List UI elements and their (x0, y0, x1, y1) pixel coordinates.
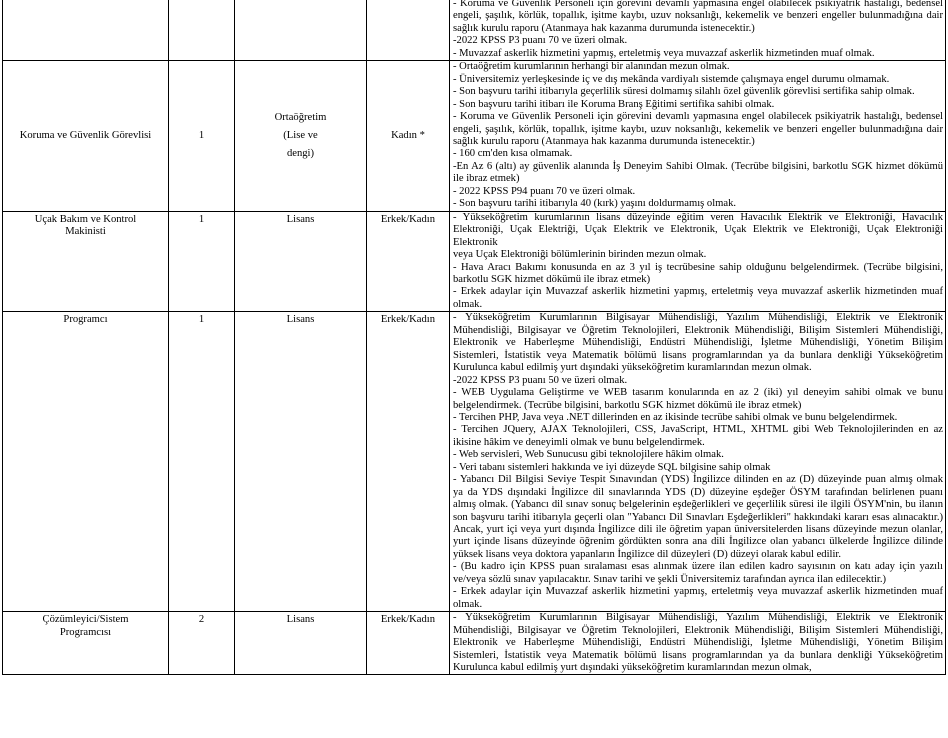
requirement-line: - Yükseköğretim Kurumlarının Bilgisayar Mühendisliği, Yazılım Mühendisliği, Elektrik ve Elektronik (453, 312, 943, 324)
position-cell (3, 612, 169, 675)
requirement-line: - Koruma ve Güvenlik Personeli için görevini devamlı yapmasına engel olabilecek psikiyatrik hastalığı, bedensel (453, 0, 943, 9)
position-cell (3, 61, 169, 211)
gender-cell (367, 312, 450, 612)
requirement-line: - WEB Uygulama Geliştirme ve WEB tasarım konularında en az 2 (iki) yıl deneyim sahibi olmak ve bunu (453, 387, 943, 399)
count-cell-text: 1 (198, 314, 205, 326)
gender-cell-text: Erkek/Kadın (380, 314, 436, 326)
requirement-line: veya Uçak Elektroniği bölümlerinin birinden mezun olmak. (453, 249, 707, 261)
position-cell-text: Programcı (63, 314, 108, 326)
position-cell-text: Uçak Bakım ve Kontrol Makinisti (34, 213, 137, 238)
count-cell (169, 0, 235, 61)
table-row (3, 0, 946, 61)
requirements-cell (450, 211, 946, 312)
count-cell-text: 1 (198, 213, 205, 225)
education-cell-text: Lisans (286, 614, 315, 626)
requirement-line: - Tercihen PHP, Java veya .NET dillerinden en az ikisinde tecrübe sahibi olmak ve bunu belgelendirmek. (453, 411, 898, 423)
requirement-line: Mühendisliği, Bilgisayar ve Öğretim Teknolojileri, Elektronik Mühendisliği, Bilişim Sistemleri Mühendisliği, (453, 324, 943, 336)
education-cell-text: Lisans (286, 314, 315, 326)
table-row (3, 211, 946, 312)
position-cell (3, 312, 169, 612)
requirement-line: barkotlu SGK hizmet dökümü ile ibraz etmek) (453, 273, 651, 285)
education-cell-text: Ortaöğretim (Lise ve dengi) (274, 111, 327, 159)
requirement-line: - 2022 KPSS P94 puanı 70 ve üzeri olmak. (453, 185, 636, 197)
requirement-line: - Son başvuru tarihi itibarı ile Koruma Branş Eğitimi sertifika sahibi olmak. (453, 98, 775, 110)
requirement-line: - Ortaöğretim kurumlarının herhangi bir alanından mezun olmak. (453, 61, 730, 73)
requirement-line: ikisine hâkim ve deneyimli olmak ve bunu belgelendirmek. (453, 436, 705, 448)
requirement-line: - Tercihen JQuery, AJAX Teknolojileri, CSS, JavaScript, HTML, XHTML gibi Web Teknolojilerinden en az (453, 424, 943, 436)
requirement-line: - Erkek adaylar için Muvazzaf askerlik hizmetini yapmış, erteletmiş veya muvazzaf askerlik hizmetinden muaf (453, 586, 943, 598)
job-requirements-table (2, 0, 946, 675)
requirement-line: - Son başvuru tarihi itibarıyla 40 (kırk) yaşını doldurmamış olmak. (453, 198, 737, 210)
requirement-line: - Erkek adaylar için Muvazzaf askerlik hizmetini yapmış, erteletmiş veya muvazzaf askerlik hizmetinden muaf (453, 286, 943, 298)
requirement-line: Ancak, yurt içi veya yurt dışında İngilizce dili ile öğretim yapan üniversitelerden lisans düzeyinde mezun olanlar, (453, 524, 943, 536)
requirement-line: Sistemleri, İstatistik veya Matematik bölümü lisans programlarından ya da bunlara denkliği Yükseköğretim (453, 649, 943, 661)
education-cell (235, 612, 367, 675)
requirement-line: - 160 cm'den kısa olmamak. (453, 148, 573, 160)
education-cell (235, 312, 367, 612)
gender-cell (367, 61, 450, 211)
requirement-line: - Muvazzaf askerlik hizmetini yapmış, erteletmiş veya muvazzaf askerlik hizmetinden muaf olmak. (453, 47, 875, 59)
table-row (3, 312, 946, 612)
count-cell (169, 612, 235, 675)
position-cell (3, 0, 169, 61)
count-cell-text: 2 (198, 614, 205, 626)
requirement-line: Elektroniği, Uçak Elektriği, Uçak Elektrik ve Elektronik, Uçak Elektrik ve Elektroniği, Uçak Elektroniği Elektronik (453, 224, 943, 248)
requirements-cell (450, 312, 946, 612)
requirement-line: - Son başvuru tarihi itibarıyla geçerlilik süresi dolmamış silahlı özel güvenlik görevlisi sertifika sahip olmak. (453, 86, 915, 98)
requirement-line: -2022 KPSS P3 puanı 50 ve üzeri olmak. (453, 374, 628, 386)
requirement-line: -2022 KPSS P3 puanı 70 ve üzeri olmak. (453, 35, 628, 47)
gender-cell (367, 612, 450, 675)
gender-cell-text: Kadın * (391, 129, 425, 141)
requirement-line: sağlık kurulu raporu (Atanmaya hak kazanma durumunda istenecektir.) (453, 135, 755, 147)
requirement-line: engeli, şaşılık, körlük, topallık, işitme kaybı, uzuv noksanlığı, kekemelik ve benzeri engeller bulunmadığına dair (453, 10, 943, 22)
requirement-line: - Web servisleri, Web Sunucusu gibi teknolojilere hâkim olmak. (453, 449, 724, 461)
requirement-line: Kurulunca kabul edilmiş yurt dışındaki yükseköğretim kuramlarından mezun olmak. (453, 362, 812, 374)
requirement-line: yurt içinde lisans düzeyinde öğrenim gördükten sonra ana dili İngilizce olan yabancı ülkelerde İngilizce dilinde (453, 536, 943, 548)
requirement-line: - Yükseköğretim Kurumlarının Bilgisayar Mühendisliği, Yazılım Mühendisliği, Elektrik ve Elektronik (453, 612, 943, 624)
requirement-line: engeli, şaşılık, körlük, topallık, işitme kaybı, uzuv noksanlığı, kekemelik ve benzeri engeller bulunmadığına dair (453, 123, 943, 135)
requirement-line: olmak. (453, 298, 483, 310)
education-cell-text: Lisans (286, 213, 315, 225)
requirement-line: - Üniversitemiz yerleşkesinde iç ve dış mekânda vardiyalı sistemde çalışmaya engel durumu olmamak. (453, 73, 890, 85)
education-cell (235, 211, 367, 312)
requirement-line: Sistemleri, İstatistik veya Matematik bölümü lisans programlarından ya da bunlara denkliği Yükseköğretim (453, 349, 943, 361)
requirement-line: - Yabancı Dil Bilgisi Seviye Tespit Sınavından (YDS) İngilizce dilinden en az (D) düzeyinde puan almış olmak (453, 474, 943, 486)
table-body (3, 0, 946, 675)
requirement-line: son başvuru tarihi itibarıyla geçerli olan "Yabancı Dil Sınavları Eşdeğerlikleri" hakkındaki kararı esas alınacaktır.) (453, 511, 943, 523)
requirement-line: sağlık kurulu raporu (Atanmaya hak kazanma durumunda istenecektir.) (453, 22, 755, 34)
position-cell (3, 211, 169, 312)
requirement-line: almış olmak. (Yabancı dil sınav sonuç belgelerinin eşdeğerlikleri ve geçerlilik süresi ile ilgili ÖSYM'nin, bu ilanın (453, 499, 943, 511)
requirement-line: olmak. (453, 598, 483, 610)
requirement-line: yüksek lisans veya doktora yapanların İngilizce dil düzeyleri (D) düzeyi olarak kabul edilir. (453, 548, 842, 560)
gender-cell-text: Erkek/Kadın (380, 614, 436, 626)
gender-cell (367, 211, 450, 312)
requirement-line: Mühendisliği, Bilgisayar ve Öğretim Teknolojileri, Elektronik Mühendisliği, Bilişim Sistemleri Mühendisliği, (453, 624, 943, 636)
education-cell (235, 61, 367, 211)
requirement-line: Elektronik ve Haberleşme Mühendisliği, Endüstri Mühendisliği, İşletme Mühendisliği, Yönetim Bilişim (453, 337, 943, 349)
count-cell (169, 61, 235, 211)
count-cell-text: 1 (198, 129, 205, 141)
count-cell (169, 312, 235, 612)
requirement-line: belgelendirmek. (Tecrübe bilgisini, barkotlu SGK hizmet dökümü ile ibraz etmek) (453, 399, 802, 411)
requirement-line: - Yükseköğretim kurumlarının lisans düzeyinde eğitim veren Havacılık Elektrik ve Elektroniği, Havacılık (453, 211, 943, 223)
requirements-cell (450, 612, 946, 675)
requirement-line: ya da YDS dışındaki İngilizce dil sınavlarında YDS (D) düzeyine eşdeğer ÖSYM tarafından belirlenen puanı (453, 486, 943, 498)
gender-cell-text: Erkek/Kadın (380, 213, 436, 225)
requirements-cell (450, 61, 946, 211)
requirement-line: ile ibraz etmek) (453, 173, 520, 185)
requirements-cell (450, 0, 946, 61)
gender-cell (367, 0, 450, 61)
count-cell (169, 211, 235, 312)
position-cell-text: Koruma ve Güvenlik Görevlisi (19, 129, 152, 141)
requirement-line: - Koruma ve Güvenlik Personeli için görevini devamlı yapmasına engel olabilecek psikiyatrik hastalığı, bedensel (453, 111, 943, 123)
position-cell-text: Çözümleyici/Sistem Programcısı (42, 614, 129, 638)
requirement-line: Kurulunca kabul edilmiş yurt dışındaki yükseköğretim kuramlarından mezun olmak, (453, 662, 812, 674)
education-cell (235, 0, 367, 61)
requirement-line: - Veri tabanı sistemleri hakkında ve iyi düzeyde SQL bilgisine sahip olmak (453, 461, 771, 473)
requirement-line: - Hava Aracı Bakımı konusunda en az 3 yıl iş tecrübesine sahip olduğunu belgelendirmek. (Tecrübe bilgisini, (453, 261, 943, 273)
table-row (3, 61, 946, 211)
requirement-line: Elektronik ve Haberleşme Mühendisliği, Endüstri Mühendisliği, İşletme Mühendisliği, Yönetim Bilişim (453, 637, 943, 649)
requirement-line: -En Az 6 (altı) ay güvenlik alanında İş Deneyim Sahibi Olmak. (Tecrübe bilgisini, barkotlu SGK hizmet dökümü (453, 160, 943, 172)
table-row (3, 612, 946, 675)
requirement-line: - (Bu kadro için KPSS puan sıralaması esas alınmak üzere ilan edilen kadro sayısının on katı aday için yazılı (453, 561, 943, 573)
requirement-line: ve/veya sözlü sınav yapılacaktır. Sınav tarihi ve şekli Üniversitemiz tarafından ayrıca ilan edilecektir.) (453, 573, 887, 585)
